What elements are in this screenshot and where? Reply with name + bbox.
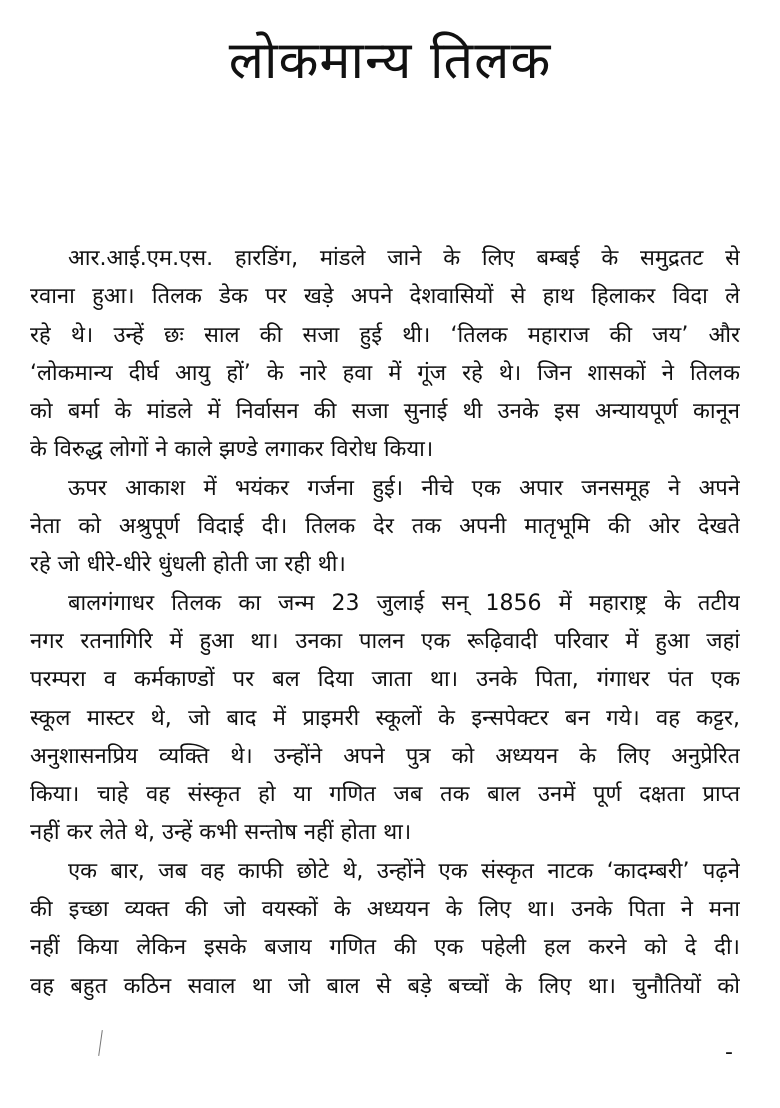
paragraph-3 — [30, 585, 740, 853]
pen-mark — [98, 1030, 103, 1056]
text-line: एक बार, जब वह काफी छोटे थे, उन्होंने एक संस्कृत नाटक ‘कादम्बरी’ पढ़ने — [68, 858, 740, 884]
text-line: ‘लोकमान्य दीर्घ आयु हों’ के नारे हवा में गूंज रहे थे। जिन शासकों ने तिलक — [30, 360, 740, 386]
text-line: किया। चाहे वह संस्कृत हो या गणित जब तक बाल उनमें पूर्ण दक्षता प्राप्त — [30, 782, 740, 808]
text-line: नहीं कर लेते थे, उन्हें कभी सन्तोष नहीं होता था। — [30, 820, 412, 846]
paragraph-1 — [30, 240, 740, 470]
text-line: रवाना हुआ। तिलक डेक पर खड़े अपने देशवासियों से हाथ हिलाकर विदा ले — [30, 284, 740, 310]
text-line: परम्परा व कर्मकाण्डों पर बल दिया जाता था। उनके पिता, गंगाधर पंत एक — [30, 667, 740, 693]
text-line: नगर रतनागिरि में हुआ था। उनका पालन एक रूढ़िवादी परिवार में हुआ जहां — [30, 628, 740, 654]
text-line: अनुशासनप्रिय व्यक्ति थे। उन्होंने अपने पुत्र को अध्ययन के लिए अनुप्रेरित — [30, 743, 740, 769]
text-line: वह बहुत कठिन सवाल था जो बाल से बड़े बच्चों के लिए था। चुनौतियों को — [30, 973, 740, 999]
text-line: की इच्छा व्यक्त की जो वयस्कों के अध्ययन के लिए था। उनके पिता ने मना — [30, 897, 740, 923]
paragraph-4 — [30, 853, 740, 1006]
page-continuation-mark: - — [725, 1040, 733, 1065]
text-line: नहीं किया लेकिन इसके बजाय गणित की एक पहेली हल करने को दे दी। — [30, 935, 740, 961]
text-line: आर.आई.एम.एस. हारडिंग, मांडले जाने के लिए बम्बई के समुद्रतट से — [68, 246, 740, 271]
text-line: बालगंगाधर तिलक का जन्म 23 जुलाई सन् 1856 में महाराष्ट्र के तटीय — [68, 590, 740, 616]
text-line: ऊपर आकाश में भयंकर गर्जना हुई। नीचे एक अपार जनसमूह ने अपने — [68, 475, 740, 501]
text-line: रहे थे। उन्हें छः साल की सजा हुई थी। ‘तिलक महाराज की जय’ और — [30, 322, 740, 348]
page-title: लोकमान्य तिलक — [228, 31, 552, 91]
text-line: के विरुद्ध लोगों ने काले झण्डे लगाकर विरोध किया। — [30, 437, 434, 463]
text-line: स्कूल मास्टर थे, जो बाद में प्राइमरी स्कूलों के इन्सपेक्टर बन गये। वह कट्टर, — [30, 705, 740, 731]
text-line: नेता को अश्रुपूर्ण विदाई दी। तिलक देर तक अपनी मातृभूमि की ओर देखते — [30, 514, 740, 540]
paragraph-2 — [30, 470, 740, 585]
body-text — [30, 240, 740, 1006]
text-line: को बर्मा के मांडले में निर्वासन की सजा सुनाई थी उनके इस अन्यायपूर्ण कानून — [30, 399, 740, 425]
text-line: रहे जो धीरे-धीरे धुंधली होती जा रही थी। — [30, 552, 346, 578]
